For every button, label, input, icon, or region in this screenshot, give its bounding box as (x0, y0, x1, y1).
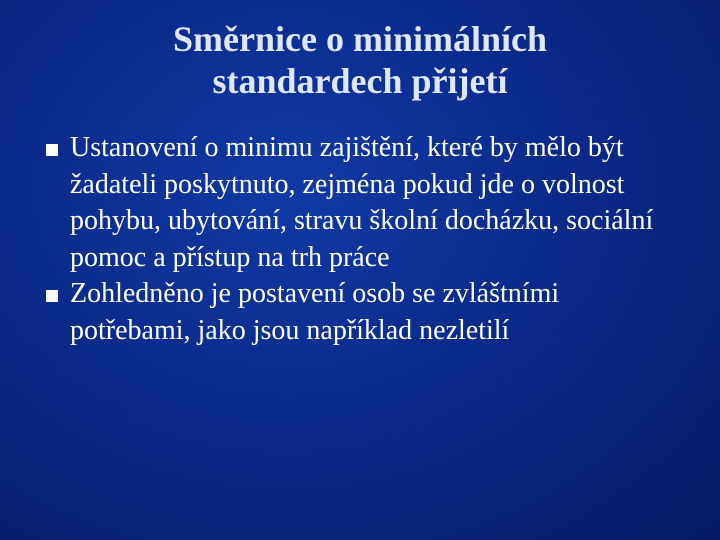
bullet-list (40, 130, 680, 349)
bullet-item-1 (40, 130, 680, 276)
bullet-item-2 (40, 276, 680, 349)
slide-title (60, 18, 660, 102)
square-bullet-icon (46, 144, 58, 156)
slide-title-line-1: Směrnice o minimálních (173, 19, 547, 59)
slide-title-line-2: standardech přijetí (212, 61, 508, 101)
square-bullet-icon (46, 290, 58, 302)
bullet-text-1: Ustanovení o minimu zajištění, které by mělo být žadateli poskytnuto, zejména pokud jde o volnost pohybu, ubytování, stravu školní docházku, sociální pomoc a přístup na trh práce (70, 132, 654, 273)
bullet-text-2: Zohledněno je postavení osob se zvláštními potřebami, jako jsou například nezletilí (70, 278, 560, 346)
